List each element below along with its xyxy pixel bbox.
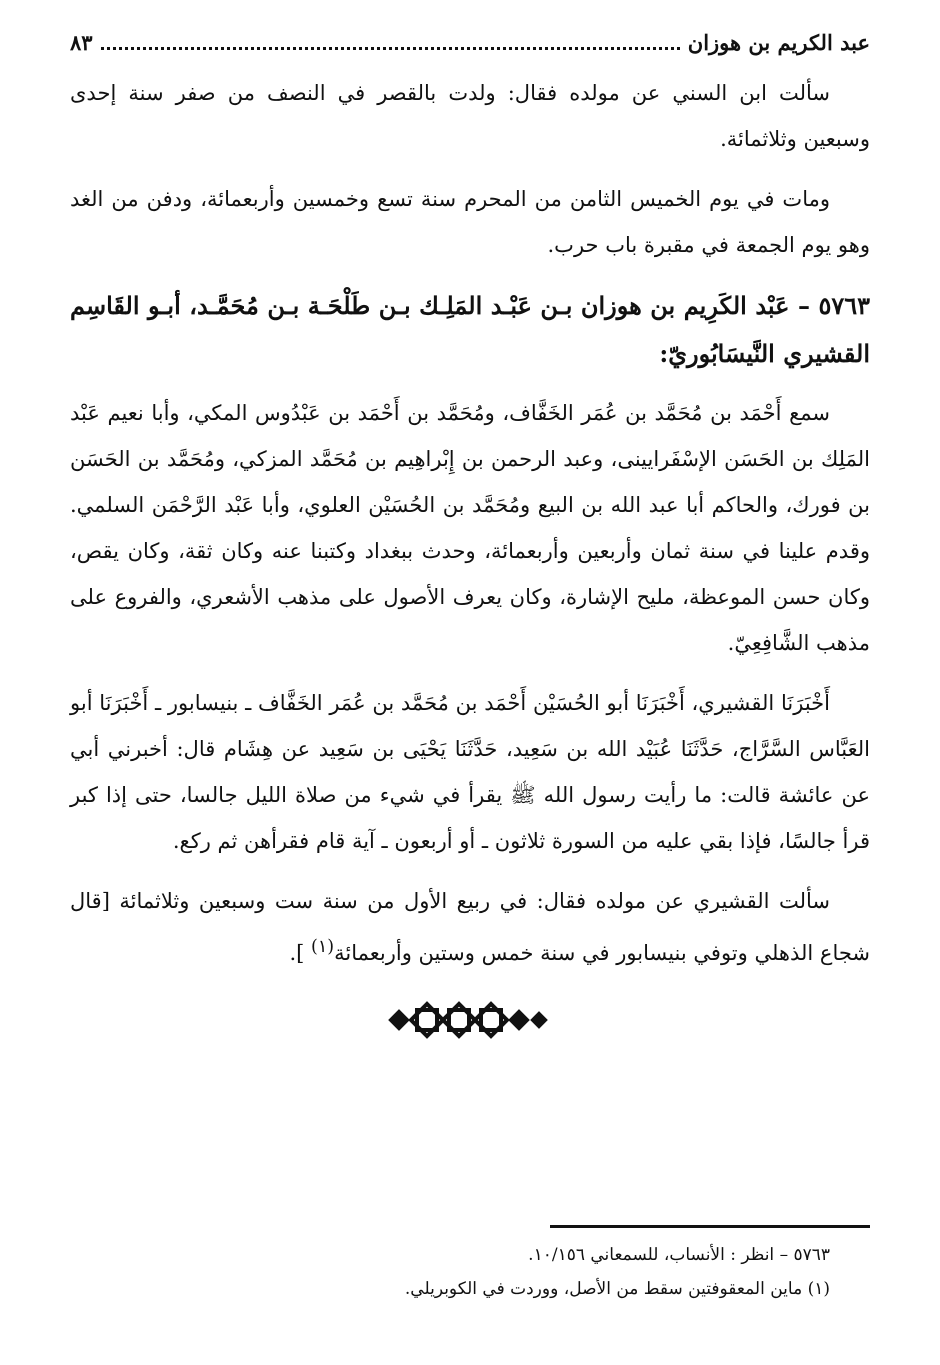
section-ornament	[70, 998, 870, 1042]
header-title: عبد الكريم بن هوزان	[687, 30, 870, 55]
paragraph-birth-qushayri	[70, 878, 870, 976]
header-leader-dots	[101, 47, 680, 50]
paragraph-birth-qushayri-end: ].	[289, 941, 312, 965]
book-page	[70, 30, 870, 1042]
entry-heading: ٥٧٦٣ – عَبْد الكَرِيم بن هوزان بـن عَبْـد المَلِـك بـن طَلْحَـة بـن مُحَمَّـد، أبـو القَاسِم القشيري النَّيسَابُوريّ:	[70, 291, 870, 368]
footnote-source: ٥٧٦٣ – انظر : الأنساب، للسمعاني ١٠/١٥٦.	[528, 1245, 830, 1265]
paragraph-birth-qushayri-text: سألت القشيري عن مولده فقال: في ربيع الأول من سنة ست وسبعين وثلاثمائة [قال شجاع الذهلي وتوفي بنيسابور في سنة خمس وستين وأربعمائة	[70, 889, 870, 965]
footnote-divider	[550, 1225, 870, 1228]
footnote-1: (١) ماين المعقوفتين سقط من الأصل، ووردت في الكوبريلي.	[404, 1279, 830, 1299]
paragraph-birth-ibn-sunni: سألت ابن السني عن مولده فقال: ولدت بالقصر في النصف من صفر سنة إحدى وسبعين وثلاثمائة.	[70, 81, 870, 151]
paragraph-death: ومات في يوم الخميس الثامن من المحرم سنة تسع وخمسين وأربعمائة، ودفن من الغد وهو يوم الجمعة في مقبرة باب حرب.	[70, 187, 870, 257]
paragraph-hadith: أَخْبَرَنَا القشيري، أَخْبَرَنَا أبو الحُسَيْن أَحْمَد بن مُحَمَّد بن عُمَر الخَفَّاف ـ بنيسابور ـ أَخْبَرَنَا أبو العَبَّاس السَّرَّاج، حَدَّثَنَا عُبَيْد الله بن سَعِيد، حَدَّثَنَا يَحْيَى بن سَعِيد عن هِشَام قال: أخبرني أبي عن عائشة قالت: ما رأيت رسول الله ﷺ يقرأ في شيء من صلاة الليل جالسا، حتى إذا كبر قرأ جالسًا، فإذا بقي عليه من السورة ثلاثون ـ أو أربعون ـ آية قام فقرأهن ثم ركع.	[70, 691, 870, 853]
paragraph-biography: سمع أَحْمَد بن مُحَمَّد بن عُمَر الخَفَّاف، ومُحَمَّد بن أَحْمَد بن عَبْدُوس المكي، وأبا نعيم عَبْد المَلِك بن الحَسَن الإسْفَرايينى، وعبد الرحمن بن إِبْراهِيم بن مُحَمَّد المزكي، ومُحَمَّد بن الحَسَن بن فورك، والحاكم أبا عبد الله بن البيع ومُحَمَّد بن الحُسَيْن العلوي، وأبا عَبْد الرَّحْمَن السلمي. وقدم علينا في سنة ثمان وأربعين وأربعمائة، وحدث ببغداد وكتبنا عنه وكان ثقة، وكان يقص، وكان حسن الموعظة، مليح الإشارة، وكان يعرف الأصول على مذهب الأشعري، والفروع على مذهب الشَّافِعِيّ.	[70, 401, 870, 655]
footnotes-section	[70, 1225, 870, 1306]
ornament-icon	[385, 998, 555, 1042]
running-header	[70, 30, 870, 70]
page-number: ٨٣	[70, 30, 93, 55]
footnote-marker: (١)	[311, 937, 335, 957]
